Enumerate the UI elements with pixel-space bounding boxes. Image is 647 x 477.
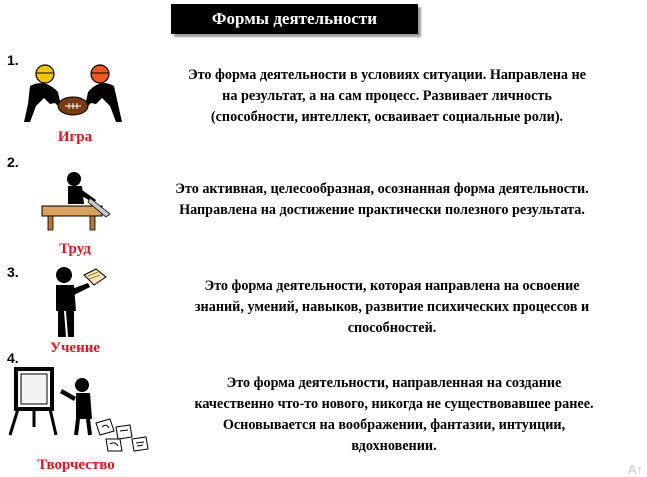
desc-line: знаний, умений, навыков, развитие психических процессов и [194, 299, 590, 315]
item-number: 2. [7, 154, 19, 170]
desc-line: Это активная, целесообразная, осознанная форма деятельности. [175, 181, 589, 197]
reading-student-icon [44, 265, 110, 339]
carpenter-sawing-icon [38, 170, 114, 232]
item-description [120, 179, 644, 221]
page-title: Формы деятельности [171, 4, 418, 34]
item-description [154, 373, 634, 457]
item-description [142, 276, 642, 339]
item-label-igra: Игра [57, 129, 93, 145]
item-description [135, 65, 639, 128]
desc-line: Это форма деятельности, которая направлена на освоение [204, 278, 580, 294]
desc-line: способностей. [347, 320, 437, 336]
desc-line: Направлена на достижение практически полезного результата. [179, 202, 585, 218]
item-number: 4. [7, 350, 19, 366]
desc-line: Это форма деятельности, направленная на создание [226, 375, 562, 391]
item-number: 3. [7, 264, 19, 280]
painter-easel-icon [6, 365, 152, 455]
item-number: 1. [7, 52, 19, 68]
desc-line: качественно что-то нового, никогда не существовавшее ранее. [194, 396, 594, 412]
watermark: A↑ [627, 462, 643, 477]
desc-line: Основывается на воображении, фантазии, интуиции, [222, 417, 566, 433]
item-label-uchenie: Учение [49, 340, 101, 356]
desc-line: (способности, интеллект, осваивает социальные роли). [210, 109, 564, 125]
desc-line: на результат, а на сам процесс. Развивает личность [222, 88, 552, 104]
desc-line: вдохновении. [351, 438, 437, 454]
item-label-trud: Труд [59, 241, 91, 257]
item-label-tvorchestvo: Творчество [37, 457, 115, 473]
desc-line: Это форма деятельности в условиях ситуации. Направлена не [188, 67, 586, 83]
football-players-icon [14, 62, 132, 128]
